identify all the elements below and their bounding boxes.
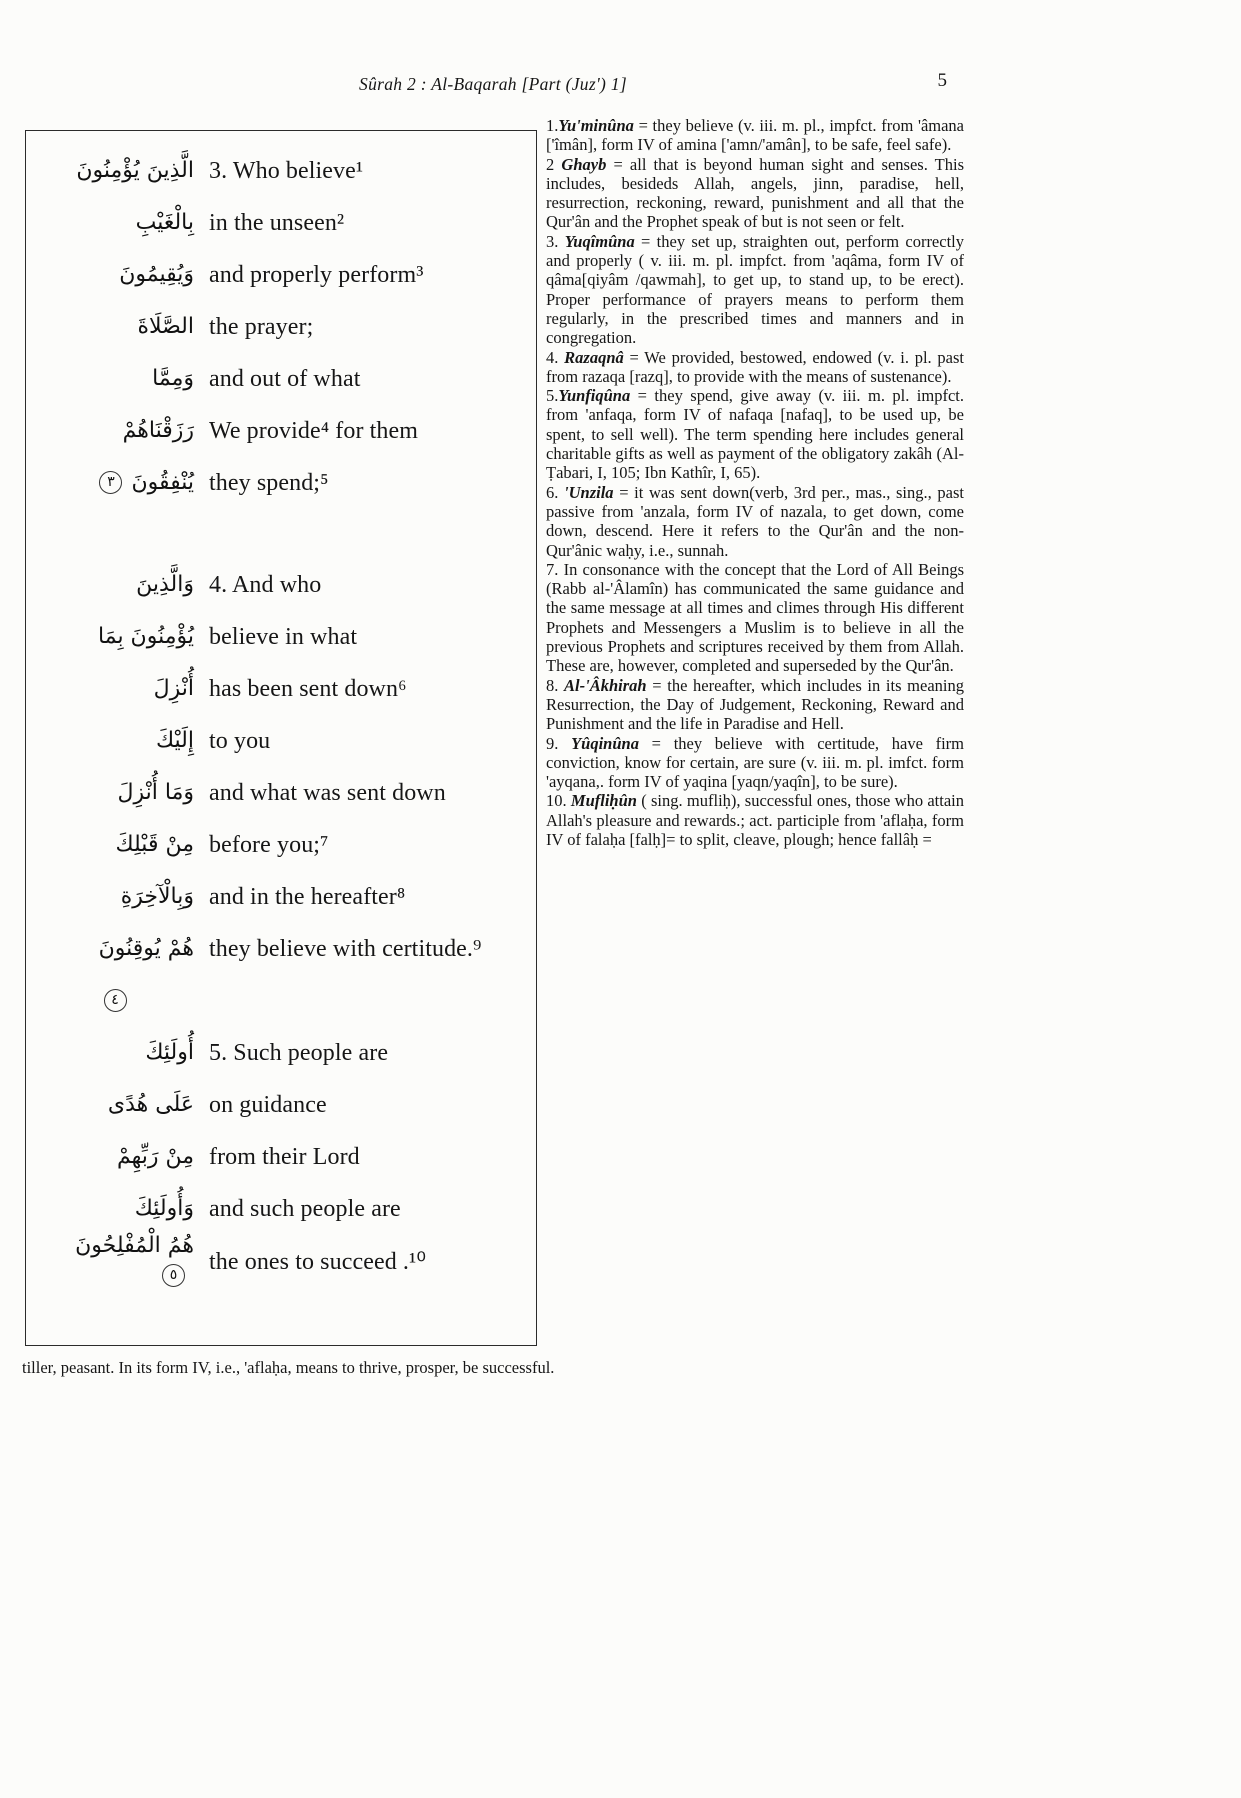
verse-group-5 [32,1027,530,1287]
footnote-number: 9. [546,733,572,753]
arabic-text [32,883,194,912]
footnote [546,155,964,232]
footnote-term: Razaqnâ [564,347,624,367]
arabic-word: وَيُقِيمُونَ [119,261,194,287]
arabic-text [32,469,194,498]
footnote-number: 2 [546,154,562,174]
ayah-number-marker: ٤ [104,989,127,1012]
footnote-number: 8. [546,675,565,695]
verse-row [32,1183,530,1235]
footnote-term: Yu'minûna [558,116,634,135]
verse-row [32,301,530,353]
footnote-body: = all that is beyond human sight and senses. This includes, besideds Allah, angels, jinn, paradise, hell, resurrection, reckoning, reward, punishment and all that the Qur'ân and the Prophet speak of but is not seen or felt. [546,154,965,232]
translation-line: and properly perform³ [209,261,424,288]
arabic-text [32,1091,194,1120]
footnote [546,483,964,560]
footnote-number: 1. [546,116,559,135]
arabic-text [32,623,194,652]
footnote [546,386,964,482]
footnote [546,116,964,155]
footnotes-column [546,116,964,849]
verse-row [32,611,530,663]
arabic-word: وَالَّذِينَ [136,571,194,597]
arabic-word: رَزَقْنَاهُمْ [122,417,194,443]
arabic-text [32,365,194,394]
translation-line: the prayer; [209,313,314,340]
translation-line: to you [209,727,271,754]
arabic-word: وَأُولَئِكَ [134,1195,194,1221]
arabic-text [32,571,194,600]
arabic-word: يُؤْمِنُونَ بِمَا [98,623,194,649]
continuation-line: tiller, peasant. In its form IV, i.e., 'aflaḥa, means to thrive, prosper, be successful. [22,1358,555,1377]
arabic-word: الَّذِينَ يُؤْمِنُونَ [76,157,194,183]
arabic-word: وَبِالْآخِرَةِ [120,883,194,909]
verse-row [32,715,530,767]
arabic-word: مِنْ قَبْلِكَ [115,831,194,857]
verse-row [32,559,530,611]
footnote-body: = We provided, bestowed, endowed (v. i. pl. past from razaqa [razq], to provide with the means of sustenance). [546,347,964,386]
translation-line: We provide⁴ for them [209,417,419,444]
verse-row [32,1235,530,1287]
footnote-term: Yunfiqûna [558,386,631,406]
arabic-word: يُنْفِقُونَ [131,469,194,495]
arabic-word: هُمْ يُوقِنُونَ [98,935,194,961]
footnote-body: ( sing. mufliḥ), successful ones, those who attain Allah's pleasure and rewards.; act. participle from 'aflaḥa, form IV of falaḥa [falḥ]= to split, cleave, plough; hence fallâḥ = [546,791,964,849]
footnote-body: = they set up, straighten out, perform correctly and properly ( v. iii. m. pl. impfct. from 'aqâma, form IV of qâma[qiyâm /qawmah], to get up, to stand up, to be erect). Proper performance of prayers means to perform them regularly, in the prescribed times and manners and in congregation. [546,231,964,348]
footnote [546,560,964,676]
arabic-text [32,417,194,446]
footnote-body: = the hereafter, which includes in its meaning Resurrection, the Day of Judgement, Reckoning, Reward and Punishment and the life in Paradise and Hell. [546,675,965,734]
verse-row [32,197,530,249]
translation-line: 3. Who believe¹ [209,157,364,184]
verse-row [32,767,530,819]
footnote-term: Yûqinûna [571,733,639,753]
arabic-text [32,727,194,756]
verse-row [32,1079,530,1131]
footnote-body: = they spend, give away (v. iii. m. pl. impfct. from 'anfaqa, form IV of nafaqa [nafaq], to be used up, be spent, to sell well). The term spending here includes general charitable gifts as well as payment of the obligatory zakâh (Al-Ṭabari, I, 105; Ibn Kathîr, I, 65). [546,386,964,483]
footnote-term: 'Unzila [564,482,614,502]
footnote [546,734,964,792]
verse-row [32,145,530,197]
page-number: 5 [937,70,947,91]
footnote-number: 3. [546,231,565,251]
translation-line: on guidance [209,1091,327,1118]
arabic-word: إِلَيْكَ [156,727,194,753]
arabic-text [32,209,194,238]
page-header [25,70,961,100]
translation-line: believe in what [209,623,358,650]
verse-group-4 [32,559,530,1027]
footnote-term: Yuqîmûna [564,231,635,251]
verse-row [32,923,530,975]
arabic-word: الصَّلَاةَ [137,313,194,339]
verse-row [32,1131,530,1183]
verse-row [32,457,530,509]
footnote-body: = they believe with certitude, have firm conviction, know for certain, are sure (v. iii. m. pl. imfct. form 'ayqana,. form IV of yaqina [yaqn/yaqîn], to be sure). [546,733,965,792]
verse-box [25,130,537,1346]
footnote [546,791,964,849]
footnote-body: = they believe (v. iii. m. pl., impfct. from 'âmana ['îmân], form IV of amina ['amn/'amân], to be safe, feel safe). [546,116,964,155]
translation-line: they believe with certitude.⁹ [209,935,482,962]
translation-line: they spend;⁵ [209,469,329,496]
verse-row [32,871,530,923]
ayah-number-marker: ٣ [99,471,122,494]
translation-line: 5. Such people are [209,1039,389,1066]
verse-group-3 [32,145,530,509]
ayah-number-marker: ٥ [162,1264,185,1287]
arabic-word: مِنْ رَبِّهِمْ [116,1143,194,1169]
footnote-number: 10. [546,791,571,811]
arabic-word: أُولَئِكَ [145,1039,194,1065]
arabic-text [32,157,194,186]
footnote-term: Mufliḥûn [570,791,637,811]
arabic-word: هُمُ الْمُفْلِحُونَ [75,1233,194,1259]
running-head: Sûrah 2 : Al-Baqarah [Part (Juz') 1] [359,74,627,94]
footnote-term: Al-'Âkhirah [564,675,647,695]
verse-row [32,249,530,301]
arabic-text [32,779,194,808]
translation-line: has been sent down⁶ [209,675,407,702]
arabic-text [32,935,194,964]
arabic-text [32,1232,194,1289]
arabic-word: وَمَا أُنْزِلَ [117,779,194,805]
footnote [546,348,964,387]
footnote-number: 7. [546,559,564,579]
translation-line: and what was sent down [209,779,446,806]
footnote-term: Ghayb [561,154,607,174]
verse-row [32,1027,530,1079]
arabic-text [32,831,194,860]
arabic-text [32,675,194,704]
verse-row [32,405,530,457]
footnote [546,232,964,348]
footnote-number: 6. [546,482,565,502]
translation-line: 4. And who [209,571,322,598]
arabic-text [32,261,194,290]
arabic-text [32,313,194,342]
footnote [546,676,964,734]
translation-line: from their Lord [209,1143,360,1170]
arabic-word: عَلَى هُدًى [107,1091,194,1117]
footnote-body: = it was sent down(verb, 3rd per., mas., sing., past passive from 'anzala, form IV of nazala, to get down, come down, descend. Here it refers to the Qur'ân and the non-Qur'ânic waḥy, i.e., sunnah. [546,482,964,560]
arabic-word: أُنْزِلَ [153,675,194,701]
arabic-word: وَمِمَّا [152,365,194,391]
translation-line: before you;⁷ [209,831,329,858]
arabic-text [32,1143,194,1172]
verse-row [32,975,530,1027]
verse-row [32,819,530,871]
translation-line: and in the hereafter⁸ [209,883,406,910]
arabic-text [32,1039,194,1068]
arabic-word: بِالْغَيْبِ [135,209,194,235]
translation-line: and such people are [209,1195,401,1222]
footnote-number: 4. [546,347,565,367]
translation-line: in the unseen² [209,209,345,236]
verse-row [32,353,530,405]
translation-line: and out of what [209,365,361,392]
arabic-text [32,1195,194,1224]
verse-row [32,663,530,715]
translation-line: the ones to succeed .¹⁰ [209,1248,427,1275]
footnote-number: 5. [546,386,559,406]
footnote-body: In consonance with the concept that the Lord of All Beings (Rabb al-'Âlamîn) has communicated the same guidance and the same message at all times and climes through His different Prophets and Messengers a Muslim is to believe in all the previous Prophets and scriptures received by them from Allah. These are, however, completed and superseded by the Qur'ân. [546,559,964,676]
arabic-text [32,987,194,1016]
